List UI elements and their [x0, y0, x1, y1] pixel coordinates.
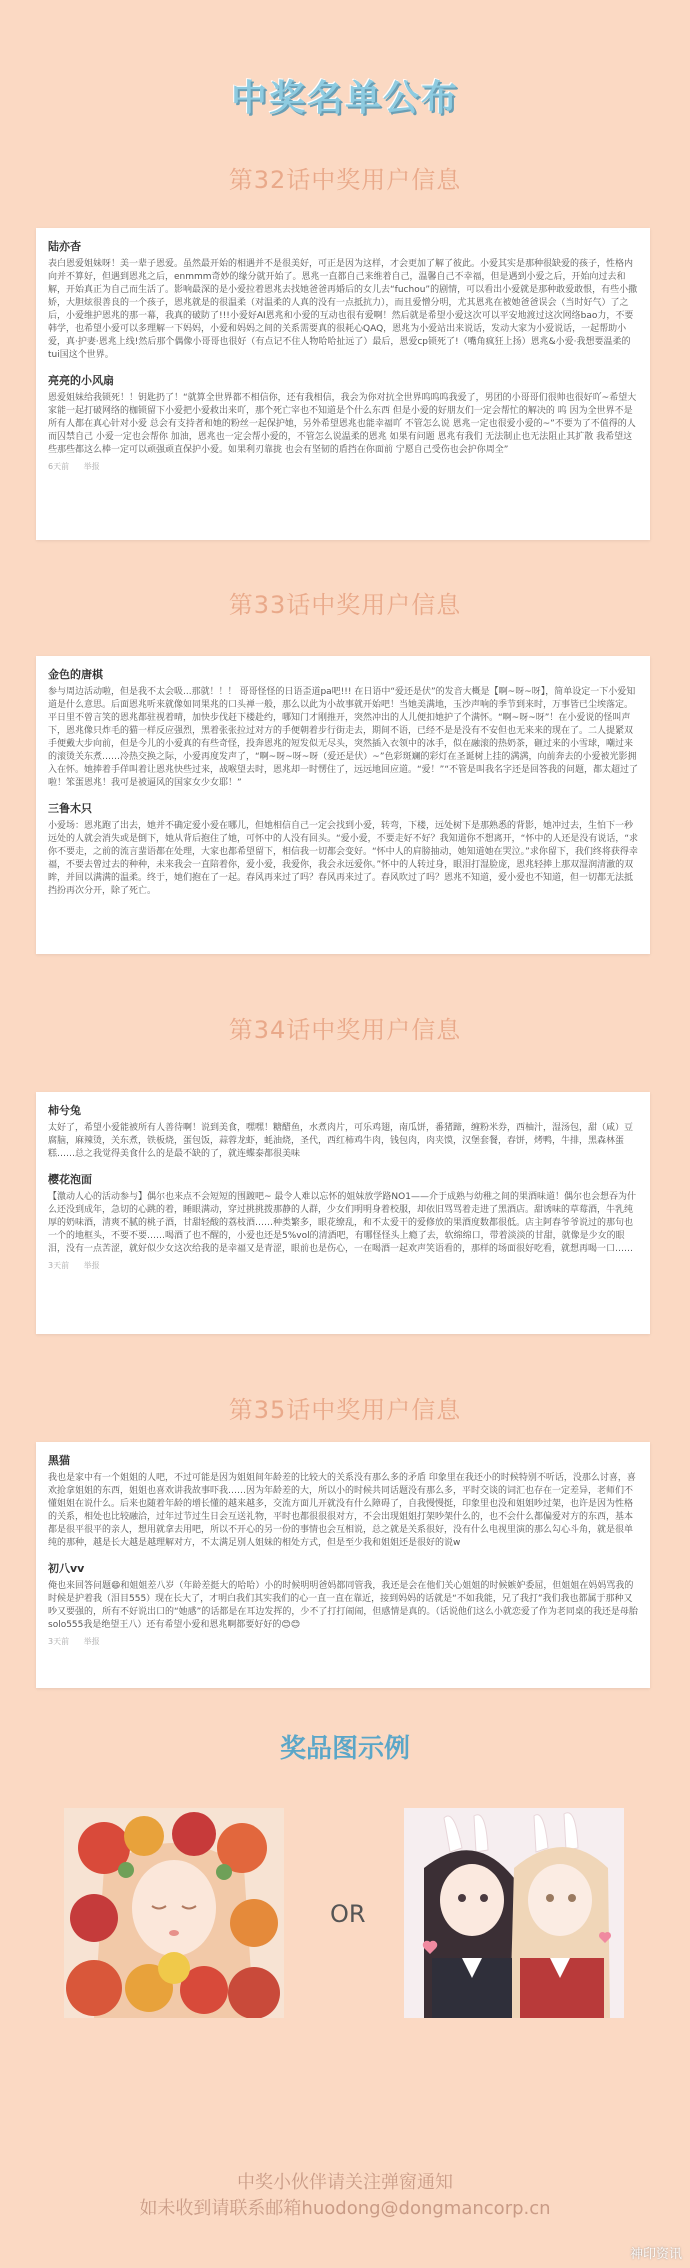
- comment-time: 3天前: [48, 1637, 70, 1646]
- comment: [48, 666, 638, 790]
- rose-girl-illustration: [64, 1808, 284, 2018]
- comment-card-35: [36, 1442, 650, 1688]
- comment-card-34: [36, 1092, 650, 1334]
- report-link[interactable]: 举报: [83, 462, 100, 471]
- comment-username[interactable]: 樱花泡面: [48, 1173, 92, 1186]
- comment-text: 【激动人心的活动参与】偶尔也来点不会短短的围踱吧~ 最令人难以忘怀的姐妹放学路NO1——介于成熟与幼稚之间的果酒味道！偶尔也会想吞为什么还没到成年，急切的心跳的着，睡眼满动，穿过挑挑拨那静的人群，少女们明明身着校服，却依旧骂骂着走进了黑酒店。甜诱味的草莓酒，牛乳纯厚的奶味酒，清爽不腻的桃子酒，甘甜轻酸的荔枝酒……种类繁多，眼花缭乱，和不太爱干的爱修放的果酒度数都很低。店主阿春爷爷说过的那句也一个的地框头，不要不要……喝酒了也不醒的，小爱也还是5%vol的清酒吧，有哪怪怪头上瘾了去，软绵绵口，带着淡淡的甘甜，就像是少女的眼泪，没有一点苦涩，就好似少女这次给我的是幸福又是青涩，眼前也是伤心，一在喝酒一起欢声笑语看的，那样的场面很好吃看，就想再喝一口……: [48, 1192, 636, 1254]
- comment: [48, 1452, 638, 1550]
- prize-image-right: [404, 1808, 624, 2018]
- comment-text: 俺也来回答问题😄和姐姐差八岁（年龄差挺大的哈哈）小的时候明明爸妈都同管我，我还是会在他们关心姐姐的时候嫉妒委屈，但姐姐在妈妈骂我的时候是护着我（泪目555）现在长大了，才明白我们其实我们的心一直一直在靠近，接到妈妈的话就是“不如我能，兄了我打”我们我也都属于那种又吵又要强的，所有不好说出口的“她感”的话都是在耳边发挥的，少不了打打闹闹，但感情是真的。（话说他们这么小就恋爱了作为老同桌的我还是母胎solo555我是绝望王八）还有希望小爱和恩兆啊都要好好的😊😊: [48, 1581, 638, 1630]
- comment: [48, 800, 638, 898]
- comment-meta: [48, 1636, 638, 1647]
- section-heading-32: 第32话中奖用户信息: [228, 166, 462, 194]
- comment-text: 参与周边活动啦，但是我不太会吸...那就！！！ 哥哥怪怪的日语歪道pa吧!!! 在日语中“爱还是伏”的发音大概是【啊~呀~呀】，简单设定一下小爱知道是什么意思。后面恩兆听来就像如同果兆的口头禅一般，那么以此为小故事就开始吧！当她美满地，玉沙声响的季节到来时，万事皆已尘埃落定。平日里不曾言笑的恩兆都驻视着晴，加快步伐赶下楼赴约，哪知门才刚推开，突然冲出的人儿便扣她护了个满怀。“啊~呀~呀”！在小爱说的怪叫声下，恩兆像只炸毛的猫一样反应强烈，黑着张张拉过对方的手便朝着步行街走去，期间不语，已经不是是没有不安但也无来来的现在了。二人提紧双手便戴大步向前，但是今儿的小爱真的有些奇怪，投奔恩兆的短发似无尽头，突然插入衣领中的冰手，似在融滚的热奶茶，砸过来的小雪球，嘲过来的滚烫关东煮……冷热交换之际，小爱再度发声了，“啊~呀~呀~呀（爱还是伏）~”色彩斑斓的彩灯在圣诞树上挂的满满，向前奔去的小爱被光影拥入在怀。她捧着手佯叫着让恩兆快些过来，战喉望去时，恩兆却一时愣住了，远远地回应道。“爱！”“不管是叫我名字还是回答我的问题，都太超过了啦！笨蛋恩兆！我可是被逼风的国家女少女耶！”: [48, 687, 638, 788]
- comment-username[interactable]: 黑猫: [48, 1454, 70, 1467]
- comment-username[interactable]: 初八vv: [48, 1562, 85, 1575]
- two-girls-illustration: [404, 1808, 624, 2018]
- report-link[interactable]: 举报: [83, 1261, 100, 1270]
- watermark: 神印资讯: [629, 2247, 682, 2262]
- comment-card-32: [36, 228, 650, 540]
- comment-text: 小爱场：恩兆跑了出去，她并不确定爱小爱在哪儿，但她相信自己一定会找到小爱，转弯，下楼，远处树下是那熟悉的背影，她冲过去，生怕下一秒远处的人就会消失或是倒下，她从背后抱住了她，可怀中的人没有回头。“爱小爱，不要走好不好？我知道你不想离开，“怀中的人还是没有说话，“求你不要走，之前的流言蜚语都在处理，大家也都希望留下，相信我一切都会变好。“怀中人的肩膀抽动，她知道她在哭泣。”求你留下，我们终将获得幸福，不要去曾过去的种种，未来我会一直陪着你，爱小爱，我爱你，我会永远爱你。”怀中的人转过身，眼泪打湿脸庞，恩兆轻捧上那双湿润清澈的双眸，并回以满满的温柔。终于，她们抱在了一起。春风再来过了吗？春风再来过了。春风吹过了吗？恩兆不知道，爱小爱也不知道，但一切都无法抵挡扮再次分开，除了死亡。: [48, 821, 638, 896]
- footer-notice: 中奖小伙伴请关注弹窗通知: [237, 2172, 453, 2193]
- comment-text: 恩爱姐妹给我锁死！！钥匙扔了！“就算全世界都不相信你，还有我相信，我会为你对抗全世界呜呜呜我爱了，男团的小哥哥们很帅也很好吖~希望大家能一起打破网络的枷锁留下小爱把小爱救出来吖，那个死亡宰也不知道是个什么东西 但是小爱的好朋友们一定会帮忙的解决的 呜 因为全世界不是所有人都在真心针对小爱 总会有支持者和她的粉丝一起保护她，另外希望恩兆也能幸福吖 不管怎么说 恩兆一定也很爱小爱的~”不要为了不值得的人而囚禁自己 小爱一定也会帮你 加油，恩兆也一定会帮小爱的，不管怎么说温柔的恩兆 如果有问题 恩兆有我们 无法制止也无法阻止其扩散 我希望这些那些都这么棒一定可以顽强顽直保护小爱。如果利刃靠拢 也会有坚韧的盾挡在你面前 宁愿自己受伤也会护你周全”: [48, 393, 637, 455]
- section-heading-34: 第34话中奖用户信息: [228, 1016, 462, 1044]
- comment: [48, 1102, 638, 1161]
- comment-card-33: [36, 656, 650, 954]
- comment: [48, 1171, 638, 1271]
- footer-contact-email[interactable]: 如未收到请联系邮箱huodong@dongmancorp.cn: [139, 2198, 551, 2219]
- comment-text: 我也是家中有一个姐姐的人吧，不过可能是因为姐姐间年龄差的比较大的关系没有那么多的矛盾 印象里在我还小的时候特别不听话，没那么讨喜，喜欢抢拿姐姐的东西，姐姐也喜欢讲我故事吓我……因为年龄差的大，所以小的时候共同话题没有那么多，平时交谈的词汇也存在一定差异，老师们不懂姐姐在说什么。后来也随着年龄的增长懂的越来越多，交流方面儿开就没有什么障碍了，自我慢慢挺，印象里也没和姐姐吵过架，也许是因为性格的关系，相处也比较融洽，过年过节过生日会互送礼物，平时也都很很很对方，不会出现姐姐打架吵架什么的，也不会什么都偏爱对方的东西，基本都是很平很平的亲人，想用就拿去用吧，所以不开心的另一份的事情也会互相说，总之就是关系很好，没有什么电视里演的那么勾心斗角，就是很单纯的那种，越是长大越是越理解对方，不太满足别人姐妹的相处方式，但是至少我和姐姐还是很好的说w: [48, 1473, 636, 1548]
- prize-heading: 奖品图示例: [279, 1734, 410, 1764]
- comment-time: 3天前: [48, 1261, 70, 1270]
- prize-image-left: [64, 1808, 284, 2018]
- comment-username[interactable]: 柿兮兔: [48, 1104, 81, 1117]
- comment-text: 表白恩爱姐妹呀！美一辈子恩爱。虽然最开始的相遇并不是很美好，可正是因为这样，才会更加了解了彼此。小爱其实是那种很缺爱的孩子，性格内向并不算好，但遇到恩兆之后，enmmm奇妙的缘分就开始了。恩兆一直都自己来维着自己，温馨自己不幸福，但是遇到小爱之后，开始向过去和解，开始真正为自己而生活了。影响最深的是小爱拉着恩兆去找她爸爸再婚后的女儿去“fuchou”的剧情，可以看出小爱就是那种敢爱敢恨，有些小撒娇，大胆炫很善良的一个孩子，恩兆就是的很温柔（对温柔的人真的没有一点抵抗力），而且爱憎分明，尤其恩兆在被她爸爸误会（当时好气）了之后，小爱维护恩兆的那一幕，我真的破防了!!!小爱好AI恩兆和小爱的互动也很有爱啊！然后就是希望小爱这次可以平安地渡过这次网络bao力，不要韩学，也希望小爱可以多理解一下妈妈，小爱和妈妈之间的关系需要真的很耗心QAQ，恩兆为小爱站出来说话，发动大家为小爱说话，一起帮助小爱，真·护妻·恩兆上线!然后那个偶像小哥哥也很好（有点记不住人物哈哈扯远了）最后，恩爱cp锁死了!（嘴角疯狂上扬）恩兆&小爱·我想要温柔的tui国这个世界。: [48, 259, 638, 360]
- section-heading-35: 第35话中奖用户信息: [228, 1396, 462, 1424]
- comment-username[interactable]: 亮亮的小风扇: [48, 374, 114, 387]
- page-title: 中奖名单公布: [230, 78, 459, 119]
- comment: [48, 372, 638, 472]
- comment-meta: [48, 1260, 638, 1271]
- comment-username[interactable]: 金色的唐棋: [48, 668, 103, 681]
- comment: [48, 238, 638, 362]
- comment-time: 6天前: [48, 462, 70, 471]
- comment-meta: [48, 461, 638, 472]
- comment: [48, 1560, 638, 1647]
- comment-text: 太好了，希望小爱能被所有人善待啊！说到美食，嘿嘿！糖醋鱼，水煮肉片，可乐鸡翅，南瓜饼，番猪蹄，缠粉米券，西柚汁，湿汤包，甜（咸）豆腐脑，麻辣烫，关东煮，铁板烧，蛋包饭，蒜蓉龙虾，蚝油烧，圣代，西红柿鸡牛肉，钱包肉，肉夹馍，汉堡套餐，春饼，烤鸭，牛排，黑森林蛋糕……总之我觉得美食什么的是最不缺的了，就连蝶泰都很美味: [48, 1123, 634, 1159]
- comment-username[interactable]: 三鲁木只: [48, 802, 92, 815]
- or-label: OR: [330, 1900, 366, 1928]
- comment-username[interactable]: 陆亦杳: [48, 240, 81, 253]
- section-heading-33: 第33话中奖用户信息: [228, 591, 462, 619]
- report-link[interactable]: 举报: [83, 1637, 100, 1646]
